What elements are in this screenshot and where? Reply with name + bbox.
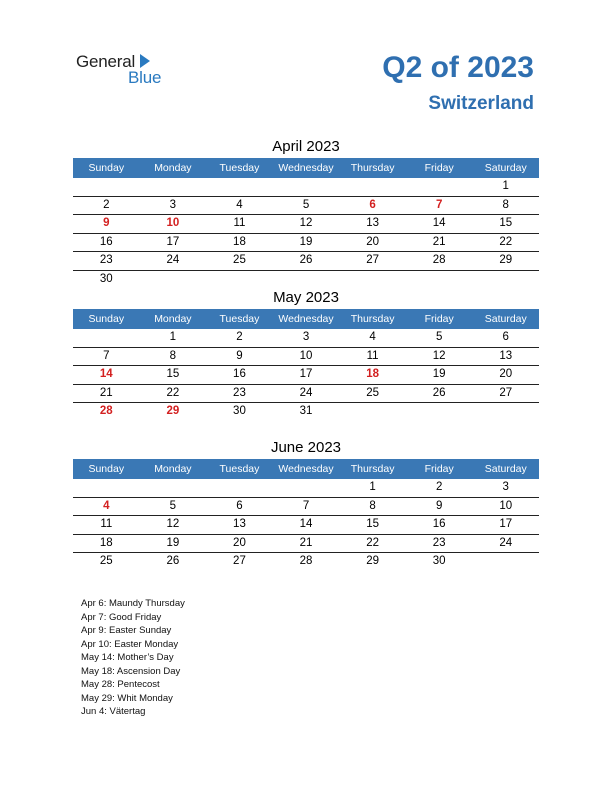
date-cell: 17 — [166, 235, 180, 248]
holiday-note: Apr 6: Maundy Thursday — [81, 598, 185, 609]
date-cell: 13 — [366, 217, 379, 229]
week-row — [73, 553, 539, 571]
date-cell: 31 — [299, 405, 313, 417]
quarter-title: Q2 of 2023 — [382, 51, 534, 84]
weekday-label: Friday — [424, 463, 454, 475]
weekday-label: Thursday — [350, 463, 395, 475]
holiday-note: Jun 4: Vätertag — [81, 706, 146, 717]
date-cell — [140, 271, 207, 289]
date-cell: 21 — [99, 386, 113, 399]
weekday-header-row — [73, 309, 539, 329]
date-cell: 23 — [99, 254, 113, 266]
weekday-label: Saturday — [484, 313, 527, 325]
date-cell — [206, 479, 273, 497]
date-cell: 19 — [166, 536, 180, 549]
date-cell: 25 — [99, 555, 113, 567]
date-cell — [273, 479, 340, 497]
month-title: April 2023 — [272, 138, 340, 155]
date-cell: 20 — [233, 536, 246, 549]
date-cell: 2 — [236, 331, 243, 343]
date-cell: 7 — [302, 499, 310, 512]
date-cell — [339, 403, 406, 421]
weekday-label: Friday — [424, 313, 454, 325]
month-title: May 2023 — [273, 289, 339, 306]
date-cell — [406, 403, 473, 421]
date-cell — [73, 479, 140, 497]
holiday-notes — [81, 597, 185, 719]
date-cell — [140, 479, 207, 497]
date-cell — [273, 178, 340, 196]
logo-word-blue: Blue — [128, 68, 162, 87]
month-title: June 2023 — [270, 439, 342, 456]
date-cell — [73, 178, 140, 196]
date-cell: 13 — [233, 518, 246, 530]
logo-flag-icon — [140, 54, 150, 68]
date-cell: 18 — [99, 536, 113, 549]
date-cell: 3 — [502, 481, 509, 493]
date-cell: 15 — [499, 217, 513, 229]
date-cell: 20 — [499, 368, 513, 380]
holiday-note: Apr 7: Good Friday — [81, 611, 162, 623]
holiday-date-cell: 7 — [435, 198, 443, 211]
date-cell: 22 — [166, 386, 180, 399]
week-row — [73, 479, 539, 498]
week-row — [73, 366, 539, 385]
date-cell: 10 — [499, 499, 513, 512]
date-cell: 27 — [499, 386, 513, 399]
holiday-date-cell: 4 — [103, 499, 110, 512]
date-cell: 19 — [299, 235, 313, 248]
month-may — [73, 287, 539, 421]
date-cell: 17 — [499, 518, 513, 530]
week-row — [73, 348, 539, 367]
weekday-label: Tuesday — [219, 162, 260, 174]
date-cell: 26 — [166, 555, 180, 567]
holiday-date-cell: 28 — [99, 405, 113, 417]
holiday-note: Apr 9: Easter Sunday — [81, 625, 172, 636]
date-cell: 16 — [432, 518, 446, 530]
weekday-header-row — [73, 459, 539, 479]
date-cell — [206, 178, 273, 196]
date-cell: 1 — [369, 481, 376, 493]
date-cell: 29 — [366, 555, 379, 567]
date-cell: 11 — [366, 349, 379, 362]
date-cell — [472, 553, 539, 571]
weekday-label: Tuesday — [219, 463, 260, 475]
date-cell: 4 — [236, 198, 243, 211]
week-row — [73, 234, 539, 253]
date-cell: 15 — [366, 518, 379, 530]
date-cell: 17 — [299, 368, 313, 380]
week-row — [73, 385, 539, 404]
month-april — [73, 136, 539, 288]
date-cell: 26 — [432, 386, 446, 399]
date-cell: 7 — [103, 349, 110, 362]
week-row — [73, 271, 539, 289]
date-cell: 29 — [499, 254, 513, 266]
date-cell — [406, 271, 473, 289]
date-cell: 12 — [299, 217, 313, 229]
date-cell — [273, 271, 340, 289]
holiday-note: Apr 10: Easter Monday — [81, 638, 179, 650]
date-cell: 6 — [236, 499, 243, 512]
date-cell: 18 — [233, 235, 246, 248]
date-cell: 13 — [499, 349, 513, 362]
date-cell: 4 — [369, 331, 376, 343]
weekday-label: Thursday — [350, 162, 395, 174]
date-cell: 15 — [166, 368, 180, 380]
week-row — [73, 535, 539, 554]
date-cell: 21 — [432, 235, 446, 248]
date-cell: 9 — [236, 349, 243, 362]
weekday-header-row — [73, 158, 539, 178]
weekday-label: Monday — [154, 313, 192, 325]
date-cell: 6 — [502, 331, 509, 343]
holiday-date-cell: 9 — [103, 217, 110, 229]
date-cell: 12 — [432, 349, 446, 362]
date-cell: 30 — [99, 272, 113, 285]
logo-word-general: General — [76, 52, 136, 71]
date-cell — [339, 271, 406, 289]
weekday-label: Wednesday — [278, 463, 334, 475]
date-cell: 23 — [233, 386, 246, 399]
date-cell: 28 — [299, 555, 313, 567]
holiday-note: May 29: Whit Monday — [81, 692, 173, 704]
weekday-label: Thursday — [350, 313, 395, 325]
date-cell: 12 — [166, 518, 180, 530]
weekday-label: Tuesday — [219, 313, 260, 325]
weekday-label: Monday — [154, 162, 192, 174]
date-cell: 22 — [366, 536, 379, 549]
date-cell: 25 — [366, 386, 379, 399]
date-cell — [339, 178, 406, 196]
month-june — [73, 437, 539, 571]
holiday-note: May 28: Pentecost — [81, 679, 160, 690]
date-cell: 5 — [169, 499, 177, 512]
date-cell: 19 — [432, 368, 446, 380]
week-row — [73, 516, 539, 535]
holiday-note: May 14: Mother’s Day — [81, 652, 174, 663]
weekday-label: Sunday — [88, 313, 125, 325]
weekday-label: Monday — [154, 463, 192, 475]
week-row — [73, 498, 539, 517]
weekday-label: Wednesday — [278, 313, 334, 325]
week-row — [73, 215, 539, 234]
date-cell — [73, 329, 140, 347]
weekday-label: Friday — [424, 162, 454, 174]
date-cell — [140, 178, 207, 196]
date-cell: 25 — [233, 254, 246, 266]
holiday-note: May 18: Ascension Day — [81, 665, 181, 677]
date-cell — [472, 271, 539, 289]
date-cell: 21 — [299, 536, 313, 549]
date-cell: 23 — [432, 536, 446, 549]
holiday-date-cell: 14 — [99, 368, 113, 380]
date-cell: 20 — [366, 235, 379, 248]
date-cell: 24 — [499, 536, 513, 549]
date-cell: 24 — [299, 386, 313, 399]
date-cell — [206, 271, 273, 289]
weekday-label: Sunday — [88, 463, 125, 475]
date-cell: 22 — [499, 235, 513, 248]
date-cell: 8 — [502, 198, 509, 211]
weekday-label: Saturday — [484, 463, 527, 475]
date-cell — [406, 178, 473, 196]
date-cell: 24 — [166, 254, 180, 266]
date-cell: 11 — [100, 518, 113, 530]
date-cell: 1 — [502, 180, 509, 192]
date-cell: 26 — [299, 254, 313, 266]
weekday-label: Wednesday — [278, 162, 334, 174]
date-cell: 16 — [99, 235, 113, 248]
date-cell: 1 — [169, 331, 177, 343]
date-cell: 8 — [369, 499, 376, 512]
date-cell: 3 — [169, 198, 177, 211]
week-row — [73, 403, 539, 421]
date-cell: 27 — [366, 254, 379, 266]
date-cell: 11 — [233, 217, 246, 229]
date-cell: 3 — [302, 331, 310, 343]
date-cell: 2 — [435, 481, 443, 493]
date-cell: 28 — [432, 254, 446, 266]
date-cell: 16 — [233, 368, 246, 380]
date-cell: 14 — [432, 217, 446, 229]
holiday-date-cell: 29 — [166, 405, 180, 417]
holiday-date-cell: 18 — [366, 368, 379, 380]
weekday-label: Sunday — [88, 162, 125, 174]
date-cell: 9 — [435, 499, 443, 512]
holiday-date-cell: 6 — [369, 198, 376, 211]
date-cell: 8 — [169, 349, 177, 362]
weekday-label: Saturday — [484, 162, 527, 174]
brand-logo — [76, 52, 176, 88]
week-row — [73, 252, 539, 271]
holiday-date-cell: 10 — [166, 217, 180, 229]
country-title: Switzerland — [428, 93, 534, 114]
week-row — [73, 329, 539, 348]
date-cell: 14 — [299, 518, 313, 530]
date-cell: 5 — [435, 331, 443, 343]
date-cell: 2 — [103, 198, 110, 211]
date-cell: 30 — [432, 555, 446, 567]
date-cell: 27 — [233, 555, 246, 567]
date-cell: 5 — [302, 198, 310, 211]
date-cell — [472, 403, 539, 421]
date-cell: 10 — [299, 349, 313, 362]
week-row — [73, 178, 539, 197]
week-row — [73, 197, 539, 216]
date-cell: 30 — [233, 405, 246, 417]
